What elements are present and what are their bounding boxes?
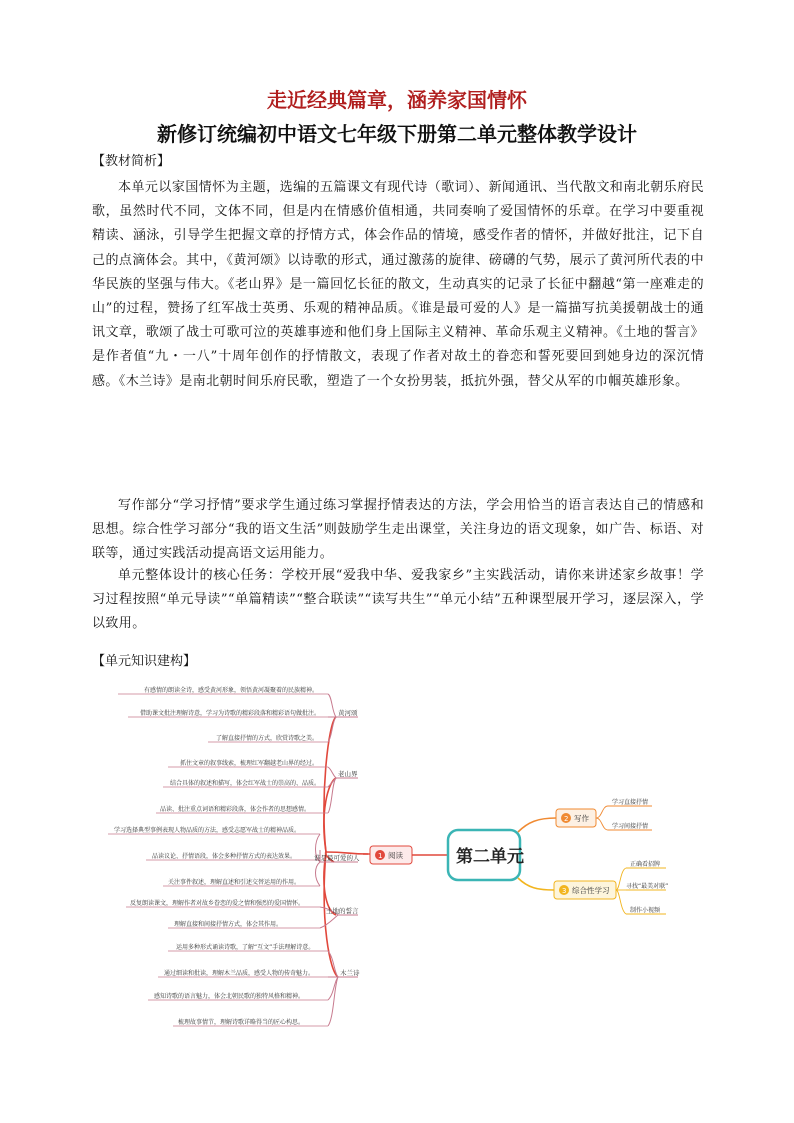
section-heading-textbook-analysis: 【教材简析】: [92, 154, 171, 169]
mindmap-lesson: 木兰诗: [340, 969, 360, 977]
writing-label: 写作: [574, 814, 589, 823]
paragraph-intro: 本单元以家国情怀为主题，选编的五篇课文有现代诗（歌词）、新闻通讯、当代散文和南北朝乐府民歌，虽然时代不同，文体不同，但是内在情感价值相通，共同奏响了爱国情怀的乐章。在学习中要重视精读、涵泳，引导学生把握文章的抒情方式，体会作品的情境，感受作者的情怀，并做好批注，记下自己的点滴体会。其中，《黄河颂》以诗歌的形式，通过激荡的旋律、磅礴的气势，展示了黄河所代表的中华民族的坚强与伟大。《老山界》是一篇回忆长征的散文，生动真实的记录了长征中翻越“第一座难走的山”的过程，赞扬了红军战士英勇、乐观的精神品质。《谁是最可爱的人》是一篇描写抗美援朝战士的通讯文章，歌颂了战士可歌可泣的英雄事迹和他们身上国际主义精神、革命乐观主义精神。《土地的誓言》是作者值“九・一八”十周年创作的抒情散文，表现了作者对故土的眷恋和誓死要回到她身边的深沉情感。《木兰诗》是南北朝时间乐府民歌，塑造了一个女扮男装，抵抗外强，替父从军的巾帼英雄形象。: [92, 180, 704, 389]
mindmap-center-node: [448, 830, 524, 880]
comprehensive-leaf: 正确看招牌: [630, 861, 661, 868]
mindmap-leaf: 通过细读和批读，理解木兰品质，感受人物的传奇魅力。: [164, 970, 315, 977]
mindmap-leaf: 理解直接和间接抒情方式，体会其作用。: [174, 921, 283, 928]
mindmap-branch-comprehensive: [554, 881, 616, 899]
comprehensive-num: 3: [562, 887, 567, 895]
mindmap-leaf: 有感情的朗读全诗，感受黄河形象，领悟黄河凝聚着的民族精神。: [144, 687, 319, 694]
document-subtitle: 新修订统编初中语文七年级下册第二单元整体教学设计: [157, 122, 637, 146]
mindmap-leaf: 关注事件叙述，理解直述和引述交替运用的作用。: [168, 879, 301, 886]
mindmap-leaf: 梳理故事情节，理解诗歌详略得当的匠心构思。: [178, 1019, 305, 1026]
mindmap-leaf: 结合具体的叙述和描写，体会红军战士的崇高的、品质。: [170, 780, 321, 787]
mindmap-leaf: 运用多种形式诵读诗歌，了解“互文”手法理解诗意。: [176, 944, 315, 951]
mindmap-leaf: 感知诗歌的语言魅力，体会北朝民歌的独特风格和精神。: [154, 993, 305, 1000]
paragraph-core-task: 单元整体设计的核心任务：学校开展“爱我中华、爱我家乡”主实践活动，请你来讲述家乡故事！学习过程按照“单元导读”“单篇精读”“整合联读”“读写共生”“单元小结”五种课型展开学习，逐层深入，学以致用。: [92, 568, 704, 632]
mindmap-leaf: 品读议论、抒情语段，体会多种抒情方式的表达效果。: [152, 853, 297, 860]
writing-num: 2: [564, 815, 569, 823]
mindmap-lesson: 土地的誓言: [326, 907, 359, 915]
document-title: 走近经典篇章，涵养家国情怀: [267, 88, 527, 112]
mindmap-leaf: 反复朗读课文，理解作者对故乡眷恋的爱之情和强烈的爱国情怀。: [130, 900, 305, 907]
mindmap-leaf: 品读、批注重点词语和精彩段落，体会作者的思想感情。: [160, 806, 311, 813]
mindmap-leaf: 借助课文批注理解诗意，学习为诗歌的精彩段落和精彩语句做批注。: [140, 710, 321, 717]
mindmap-lesson: 老山界: [338, 770, 358, 778]
reading-label: 阅读: [388, 851, 403, 860]
writing-leaf: 学习间接抒情: [612, 823, 649, 830]
comprehensive-label: 综合性学习: [572, 886, 610, 895]
comprehensive-leaf: 寻找“最美对联”: [626, 883, 668, 890]
mindmap-leaf: 了解直接抒情的方式，欣赏诗歌之美。: [216, 735, 319, 742]
paragraph-writing: 写作部分“学习抒情”要求学生通过练习掌握抒情表达的方法，学会用恰当的语言表达自己的情感和思想。综合性学习部分“我的语文生活”则鼓励学生走出课堂，关注身边的语文现象，如广告、标语、对联等，通过实践活动提高语文运用能力。: [92, 498, 704, 562]
center-label: 第二单元: [456, 847, 524, 867]
mindmap-lesson: 谁是最可爱的人: [314, 854, 360, 862]
mindmap-leaf: 抓住文章的叙事线索，梳理红军翻越老山界的经过。: [180, 760, 319, 767]
mindmap-branch-writing: [556, 809, 596, 827]
mindmap-leaf: 学习选择典型事例表现人物品质的方法，感受志愿军战士的精神品质。: [114, 827, 301, 834]
writing-leaf: 学习直接抒情: [612, 799, 649, 806]
mindmap-lesson: 黄河颂: [338, 709, 358, 717]
section-heading-knowledge-construction: 【单元知识建构】: [92, 654, 197, 669]
mindmap-branch-reading: [370, 846, 412, 864]
reading-num: 1: [378, 852, 383, 860]
mind-map: [108, 682, 668, 1042]
comprehensive-leaf: 制作小视频: [630, 907, 661, 914]
